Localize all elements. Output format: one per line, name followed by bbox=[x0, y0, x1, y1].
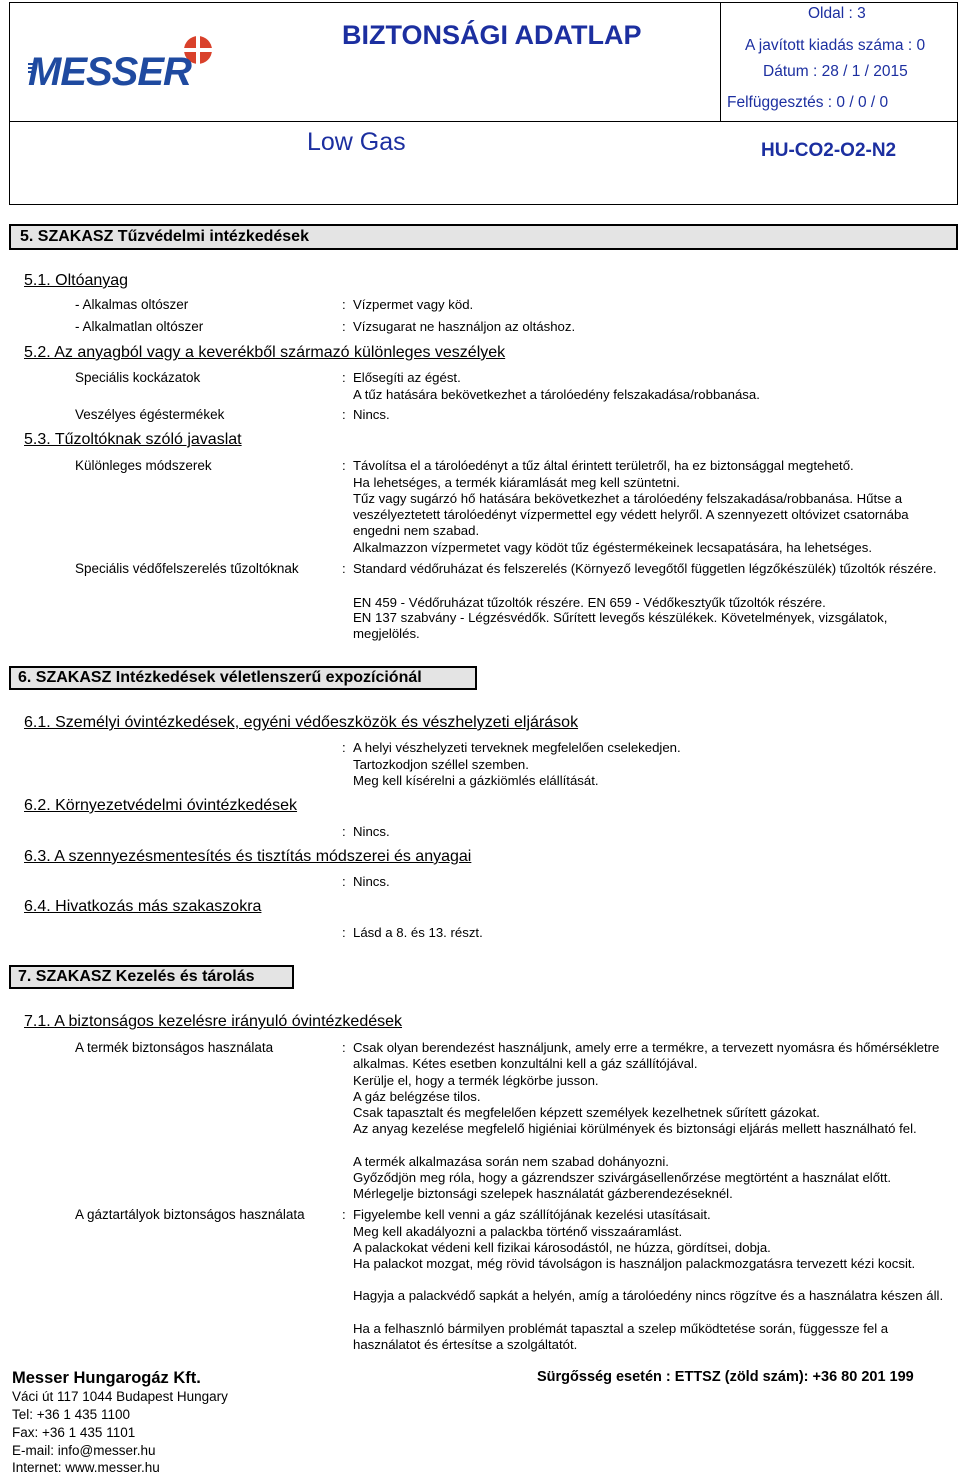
unsuitable-label: - Alkalmatlan oltószer bbox=[75, 319, 204, 334]
use-2: Kerülje el, hogy a termék légkörbe jusson. bbox=[353, 1073, 599, 1088]
s64-value: Lásd a 8. és 13. részt. bbox=[353, 925, 483, 940]
equipment-3: EN 137 szabvány - Légzésvédők. Sűrített levegős készülékek. Követelmények, vizsgálatok, megjelölés. bbox=[353, 610, 888, 642]
use-7: Győződjön meg róla, hogy a gázrendszer szivárgásellenőrzése megtörtént a használat előtt. bbox=[353, 1170, 892, 1185]
colon: : bbox=[342, 458, 346, 473]
company-name: Messer Hungarogáz Kft. bbox=[12, 1369, 201, 1387]
issue-date: Dátum : 28 / 1 / 2015 bbox=[763, 63, 908, 80]
use-8: Mérlegelje biztonsági szelepek használatát gázberendezéseknél. bbox=[353, 1186, 733, 1201]
special-risk-1: Elősegíti az égést. bbox=[353, 370, 461, 385]
s62-heading: 6.2. Környezetvédelmi óvintézkedések bbox=[24, 797, 298, 814]
header-divider-horizontal bbox=[10, 121, 957, 122]
colon: : bbox=[342, 874, 346, 889]
document-title: BIZTONSÁGI ADATLAP bbox=[342, 20, 642, 50]
section-5-title: 5. SZAKASZ Tűzvédelmi intézkedések bbox=[9, 224, 958, 250]
product-use-label: A termék biztonságos használata bbox=[75, 1040, 274, 1055]
revision-number: A javított kiadás száma : 0 bbox=[745, 37, 926, 54]
suspension-date: Felfüggesztés : 0 / 0 / 0 bbox=[727, 94, 889, 111]
s61-line-3: Meg kell kísérelni a gázkiömlés elállítását. bbox=[353, 773, 599, 788]
colon: : bbox=[342, 297, 346, 312]
colon: : bbox=[342, 1040, 346, 1055]
equipment-2: EN 459 - Védőruházat tűzoltók részére. EN 659 - Védőkesztyűk tűzoltók részére. bbox=[353, 595, 826, 610]
equipment-label: Speciális védőfelszerelés tűzoltóknak bbox=[75, 561, 299, 576]
section-7-title: 7. SZAKASZ Kezelés és tárolás bbox=[9, 965, 294, 989]
colon: : bbox=[342, 824, 346, 839]
use-5: Az anyag kezelése megfelelő higiéniai körülmények és biztonsági eljárás mellett használható fel. bbox=[353, 1121, 917, 1136]
s51-heading: 5.1. Oltóanyag bbox=[24, 272, 129, 289]
s71-heading: 7.1. A biztonságos kezelésre irányuló óvintézkedések bbox=[24, 1013, 403, 1030]
product-name: Low Gas bbox=[307, 128, 406, 156]
suitable-value: Vízpermet vagy köd. bbox=[353, 297, 474, 312]
s52-heading: 5.2. Az anyagból vagy a keverékből származó különleges veszélyek bbox=[24, 344, 506, 361]
header-divider-vertical bbox=[720, 3, 721, 121]
colon: : bbox=[342, 740, 346, 755]
colon: : bbox=[342, 319, 346, 334]
company-fax: Fax: +36 1 435 1101 bbox=[12, 1425, 136, 1440]
equipment-1: Standard védőruházat és felszerelés (Környező levegőtől független légzőkészülék) tűzoltók részére. bbox=[353, 561, 937, 576]
special-risk-2: A tűz hatására bekövetkezhet a tárolóedény felszakadása/robbanása. bbox=[353, 387, 760, 402]
colon: : bbox=[342, 561, 346, 576]
cylinder-use-label: A gáztartályok biztonságos használata bbox=[75, 1207, 305, 1222]
s61-line-2: Tartozkodjon széllel szemben. bbox=[353, 757, 529, 772]
company-website: Internet: www.messer.hu bbox=[12, 1460, 160, 1475]
special-risk-label: Speciális kockázatok bbox=[75, 370, 201, 385]
cyl-5: Hagyja a palackvédő sapkát a helyén, amíg a tárolóedény nincs rögzítve és a használatra készen áll. bbox=[353, 1288, 944, 1303]
logo-wordmark: MESSER bbox=[28, 50, 191, 94]
unsuitable-value: Vízsugarat ne használjon az oltáshoz. bbox=[353, 319, 576, 334]
company-address: Váci út 117 1044 Budapest Hungary bbox=[12, 1389, 228, 1404]
use-6: A termék alkalmazása során nem szabad dohányozni. bbox=[353, 1154, 669, 1169]
use-4: Csak tapasztalt és megfelelően képzett személyek kezelhetnek sűrített gázokat. bbox=[353, 1105, 820, 1120]
product-code: HU-CO2-O2-N2 bbox=[761, 140, 897, 161]
methods-label: Különleges módszerek bbox=[75, 458, 212, 473]
company-tel: Tel: +36 1 435 1100 bbox=[12, 1407, 130, 1422]
colon: : bbox=[342, 1207, 346, 1222]
hazard-label: Veszélyes égéstermékek bbox=[75, 407, 225, 422]
cyl-4: Ha palackot mozgat, még rövid távolságon is használjon palackmozgatásra tervezett kézi kocsit. bbox=[353, 1256, 916, 1271]
suitable-label: - Alkalmas oltószer bbox=[75, 297, 189, 312]
cyl-1: Figyelembe kell venni a gáz szállítójának kezelési utasításait. bbox=[353, 1207, 711, 1222]
methods-4: Alkalmazzon vízpermetet vagy ködöt tűz égéstermékeinek lecsapatására, ha lehetséges. bbox=[353, 540, 872, 555]
colon: : bbox=[342, 925, 346, 940]
company-email: E-mail: info@messer.hu bbox=[12, 1443, 156, 1458]
hazard-value: Nincs. bbox=[353, 407, 390, 422]
use-1: Csak olyan berendezést használjunk, amely erre a termékre, a tervezett nyomásra és hőmérsékletre alkalmas. Kétes esetben konzultálni kell a gáz szállítójával. bbox=[353, 1040, 940, 1072]
emergency-number: Sürgősség esetén : ETTSZ (zöld szám): +36 80 201 199 bbox=[537, 1369, 914, 1385]
methods-3: Tűz vagy sugárzó hő hatására bekövetkezhet a tárolóedény felszakadása/robbanása. Hűtse a veszélyeztetett tárolóedényt vízpermettel egy védett helyről. A szennyezett oltóvizet csatornába engedni nem szabad. bbox=[353, 491, 909, 539]
colon: : bbox=[342, 370, 346, 385]
s63-value: Nincs. bbox=[353, 874, 390, 889]
cyl-6: Ha a felhasznló bármilyen problémát tapasztal a szelep működtetése során, függessze fel a használatot és értesítse a szolgáltatót. bbox=[353, 1321, 889, 1353]
methods-1: Távolítsa el a tárolóedényt a tűz által érintett területről, ha ez biztonsággal megtehető. bbox=[353, 458, 854, 473]
page-number: Oldal : 3 bbox=[808, 5, 866, 22]
s53-heading: 5.3. Tűzoltóknak szóló javaslat bbox=[24, 431, 242, 448]
s61-line-1: A helyi vészhelyzeti terveknek megfelelően cselekedjen. bbox=[353, 740, 681, 755]
cyl-2: Meg kell akadályozni a palackba történő visszaáramlást. bbox=[353, 1224, 683, 1239]
methods-2: Ha lehetséges, a termék kiáramlását meg kell szüntetni. bbox=[353, 475, 680, 490]
s62-value: Nincs. bbox=[353, 824, 390, 839]
section-6-title: 6. SZAKASZ Intézkedések véletlenszerű expozíciónál bbox=[9, 666, 477, 690]
s63-heading: 6.3. A szennyezésmentesítés és tisztítás módszerei és anyagai bbox=[24, 848, 472, 865]
cyl-3: A palackokat védeni kell fizikai károsodástól, ne húzza, gördítsei, dobja. bbox=[353, 1240, 771, 1255]
s61-heading: 6.1. Személyi óvintézkedések, egyéni védőeszközök és vészhelyzeti eljárások bbox=[24, 714, 579, 731]
colon: : bbox=[342, 407, 346, 422]
s64-heading: 6.4. Hivatkozás más szakaszokra bbox=[24, 898, 262, 915]
use-3: A gáz belégzése tilos. bbox=[353, 1089, 481, 1104]
